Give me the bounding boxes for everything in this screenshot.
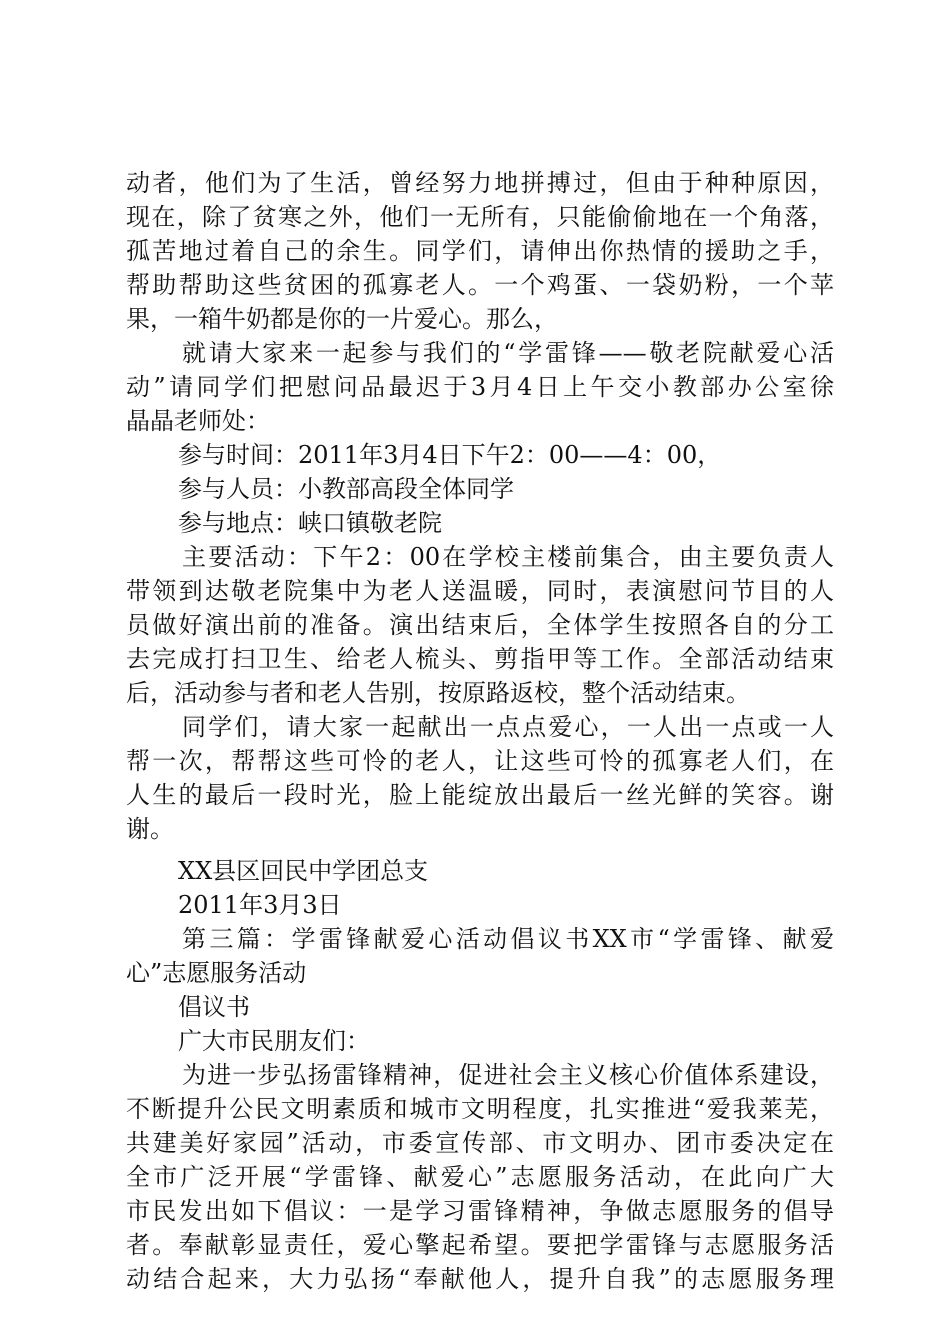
signature-org: XX县区回民中学团总支 bbox=[178, 857, 429, 885]
text-line: 果，一箱牛奶都是你的一片爱心。那么， bbox=[126, 305, 558, 333]
text-line: 帮助帮助这些贫困的孤寡老人。一个鸡蛋、一袋奶粉，一个苹 bbox=[126, 271, 834, 299]
section-heading: 心”志愿服务活动 bbox=[126, 959, 307, 987]
text-line: 参与时间：2011年3月4日下午2：00——4：00， bbox=[178, 441, 722, 469]
text-line: 共建美好家园”活动，市委宣传部、市文明办、团市委决定在 bbox=[126, 1129, 834, 1157]
text-line: 市民发出如下倡议：一是学习雷锋精神，争做志愿服务的倡导 bbox=[126, 1197, 834, 1225]
doc-title: 倡议书 bbox=[178, 993, 250, 1021]
text-line: 员做好演出前的准备。演出结束后，全体学生按照各自的分工 bbox=[126, 611, 834, 639]
text-line: 人生的最后一段时光，脸上能绽放出最后一丝光鲜的笑容。谢 bbox=[126, 781, 834, 809]
text-line: 同学们，请大家一起献出一点点爱心，一人出一点或一人 bbox=[182, 713, 834, 741]
text-line: 者。奉献彰显责任，爱心擎起希望。要把学雷锋与志愿服务活 bbox=[126, 1231, 834, 1259]
text-line: 后，活动参与者和老人告别，按原路返校，整个活动结束。 bbox=[126, 679, 750, 707]
text-line: 就请大家来一起参与我们的“学雷锋——敬老院献爱心活 bbox=[182, 339, 834, 367]
text-line: 不断提升公民文明素质和城市文明程度，扎实推进“爱我莱芜， bbox=[126, 1095, 834, 1123]
section-heading: 第三篇：学雷锋献爱心活动倡议书XX市“学雷锋、献爱 bbox=[182, 925, 834, 953]
text-line: 孤苦地过着自己的余生。同学们，请伸出你热情的援助之手， bbox=[126, 237, 834, 265]
text-line: 动”请同学们把慰问品最迟于3月4日上午交小教部办公室徐 bbox=[126, 373, 834, 401]
signature-date: 2011年3月3日 bbox=[178, 891, 342, 919]
text-line: 主要活动：下午2：00在学校主楼前集合，由主要负责人 bbox=[182, 543, 834, 571]
text-line: 全市广泛开展“学雷锋、献爱心”志愿服务活动，在此向广大 bbox=[126, 1163, 834, 1191]
text-line: 带领到达敬老院集中为老人送温暖，同时，表演慰问节目的人 bbox=[126, 577, 834, 605]
text-line: 帮一次，帮帮这些可怜的老人，让这些可怜的孤寡老人们，在 bbox=[126, 747, 834, 775]
text-line: 动者，他们为了生活，曾经努力地拼搏过，但由于种种原因， bbox=[126, 169, 834, 197]
text-line: 参与地点：峡口镇敬老院 bbox=[178, 509, 442, 537]
salutation: 广大市民朋友们： bbox=[178, 1027, 370, 1055]
document-body bbox=[126, 166, 834, 1296]
text-line: 去完成打扫卫生、给老人梳头、剪指甲等工作。全部活动结束 bbox=[126, 645, 834, 673]
text-line: 晶晶老师处： bbox=[126, 407, 270, 435]
text-line: 为进一步弘扬雷锋精神，促进社会主义核心价值体系建设， bbox=[182, 1061, 834, 1089]
text-line: 现在，除了贫寒之外，他们一无所有，只能偷偷地在一个角落， bbox=[126, 203, 834, 231]
text-line: 谢。 bbox=[126, 815, 174, 843]
text-line: 参与人员：小教部高段全体同学 bbox=[178, 475, 514, 503]
text-line: 动结合起来，大力弘扬“奉献他人，提升自我”的志愿服务理 bbox=[126, 1265, 834, 1293]
